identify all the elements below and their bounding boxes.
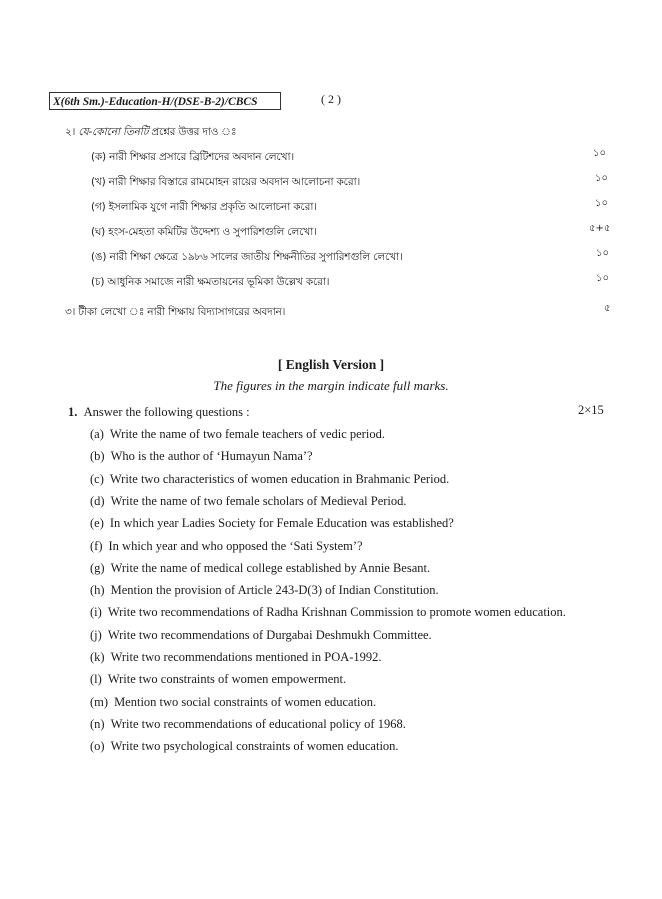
item-label: (k) [90,650,105,664]
item-label: (h) [90,583,105,598]
item-text: In which year Ladies Society for Female Education was established? [109,516,454,531]
item-label: (চ) [91,276,105,288]
item-label: (j) [90,627,102,642]
item-label: (f) [90,538,103,553]
item-text: Write two psychological constraints of women education. [110,739,399,754]
bn-q2-item [91,225,317,242]
item-text: Write two characteristics of women education in Brahmanic Period. [109,471,450,486]
item-text: ইসলামিক যুগে নারী শিক্ষার প্রকৃতি আলোচনা করো। [108,201,317,213]
bn-q2-heading [65,125,236,142]
en-q1-item [90,739,399,754]
en-q1-marks: 2×15 [578,403,604,417]
item-marks: ১০ [593,148,606,159]
bn-q3 [65,305,285,322]
item-marks: ১০ [596,248,609,259]
en-q1-number: 1. [68,405,78,419]
en-q1-heading [68,405,250,420]
item-label: (a) [90,427,104,441]
item-text: নারী শিক্ষার বিস্তারে রামমোহন রায়ের অবদান আলোচনা করো। [108,176,361,188]
item-marks: ১০ [596,273,609,284]
page-number: ( 2 ) [321,92,341,106]
item-text: Write two recommendations mentioned in POA-1992. [110,650,382,664]
en-q1-item [90,449,313,464]
bn-q2-item [91,175,360,192]
item-text: Mention the provision of Article 243-D(3) of Indian Constitution. [110,583,439,598]
en-q1-item [90,516,454,531]
item-marks: ১০ [595,198,608,209]
item-text: হংস-মেহতা কমিটির উদ্দেশ্য ও সুপারিশগুলি লেখো। [108,226,317,238]
item-text: Write the name of two female scholars of Medieval Period. [110,493,407,508]
item-marks: ৫+৫ [589,223,611,234]
item-label: (b) [90,449,105,464]
bn-q3-text: টীকা লেখো ঃ নারী শিক্ষায় বিদ্যাসাগরের অবদান। [78,306,286,318]
item-marks: ১০ [595,173,608,184]
en-q1-item [90,672,346,687]
item-text: নারী শিক্ষা ক্ষেত্রে ১৯৮৬ সালের জাতীয় শিক্ষনীতির সুপারিশগুলি লেখো। [109,251,403,263]
item-label: (i) [90,605,102,620]
bn-q2-number: ২। [65,126,76,138]
en-q1-item [90,472,449,487]
en-q1-item [90,650,382,665]
item-label: (m) [90,694,109,709]
item-label: (খ) [91,176,106,188]
bn-q2-item [91,200,317,217]
bn-q3-marks: ৫ [604,303,611,314]
item-text: Write the name of two female teachers of vedic period. [109,427,385,441]
item-label: (n) [90,716,105,731]
item-text: Write two recommendations of Durgabai Deshmukh Committee. [107,627,432,642]
item-label: (g) [90,560,105,575]
item-label: (c) [90,471,104,486]
item-label: (e) [90,516,104,531]
bn-q2-item [91,275,329,292]
item-label: (d) [90,493,105,508]
item-label: (ক) [91,151,106,163]
en-q1-prompt: Answer the following questions : [83,405,250,419]
item-text: Write two recommendations of Radha Krishnan Commission to promote women education. [107,605,566,620]
en-q1-item [90,628,432,643]
bn-q2-item [91,250,403,267]
item-text: আধুনিক সমাজে নারী ক্ষমতায়নের ভূমিকা উল্লেখ করো। [107,276,330,288]
item-text: Write two constraints of women empowerment. [107,672,347,687]
bn-q3-number: ৩। [65,306,76,318]
bn-q2-instruction: প্রশ্নের উত্তর দাও ঃ [151,126,237,138]
en-q1-item [90,717,406,732]
en-q1-item [90,561,430,576]
bn-q2-emphasis: যে-কোনো তিনটি [78,126,149,138]
item-text: Write the name of medical college established by Annie Besant. [110,560,431,575]
en-q1-item [90,427,385,442]
item-text: Mention two social constraints of women education. [114,694,377,709]
item-label: (l) [90,672,102,687]
en-q1-item [90,494,407,509]
item-label: (গ) [91,201,106,213]
en-q1-item [90,695,376,710]
item-text: Who is the author of ‘Humayun Nama’? [110,449,313,464]
paper-code: X(6th Sm.)-Education-H/(DSE-B-2)/CBCS [49,92,281,110]
item-text: Write two recommendations of educational policy of 1968. [110,716,406,731]
bn-q2-item [91,150,294,167]
en-q1-item [90,539,363,554]
item-text: নারী শিক্ষার প্রসারে ব্রিটিশদের অবদান লেখো। [109,151,294,163]
item-label: (ঙ) [91,251,107,263]
item-text: In which year and who opposed the ‘Sati System’? [108,538,363,553]
en-q1-item [90,605,566,620]
english-version-title: [ English Version ] [277,357,385,372]
en-q1-item [90,583,439,598]
item-label: (o) [90,739,105,754]
marks-note: The figures in the margin indicate full marks. [213,378,449,393]
item-label: (ঘ) [91,226,106,238]
